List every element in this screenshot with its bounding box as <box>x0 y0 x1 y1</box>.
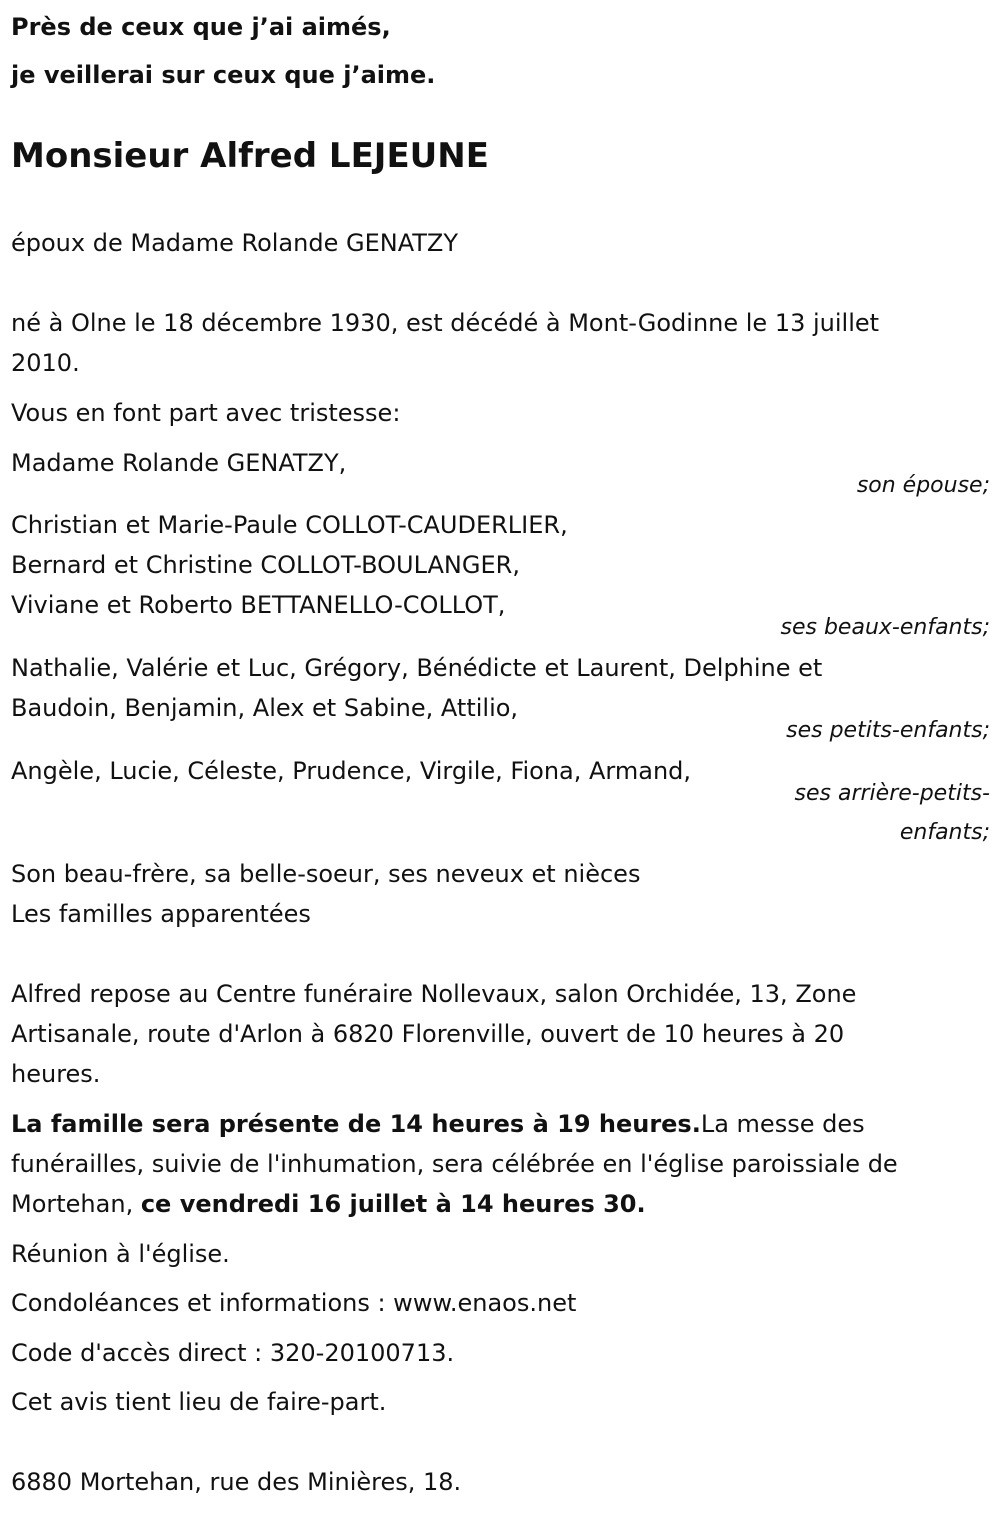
spouse-line: époux de Madame Rolande GENATZY <box>11 229 459 257</box>
greatgrandchildren-role-line-2: enfants; <box>899 820 990 845</box>
birth-death-line-1: né à Olne le 18 décembre 1930, est décédé à Mont-Godinne le 13 juillet <box>11 309 880 337</box>
rest-line-1: Alfred repose au Centre funéraire Nollevaux, salon Orchidée, 13, Zone <box>11 980 857 1008</box>
stepchild-line-1: Christian et Marie-Paule COLLOT-CAUDERLIER, <box>11 511 568 539</box>
meeting-line: Réunion à l'église. <box>11 1240 230 1268</box>
mass-location: Mortehan, <box>11 1190 141 1218</box>
rest-line-2: Artisanale, route d'Arlon à 6820 Florenville, ouvert de 10 heures à 20 <box>11 1020 845 1048</box>
rest-line-3: heures. <box>11 1060 101 1088</box>
birth-death-line-2: 2010. <box>11 349 80 377</box>
address-line: 6880 Mortehan, rue des Minières, 18. <box>11 1468 462 1496</box>
relatives-line-2: Les familles apparentées <box>11 900 311 928</box>
greatgrandchildren-role-line-1: ses arrière-petits- <box>794 781 990 806</box>
access-code-line: Code d'accès direct : 320-20100713. <box>11 1339 455 1367</box>
mass-text: La messe des <box>700 1110 865 1138</box>
greatgrandchildren-line-1: Angèle, Lucie, Céleste, Prudence, Virgile, Fiona, Armand, <box>11 757 692 785</box>
family-presence-bold: La famille sera présente de 14 heures à 19 heures. <box>11 1110 701 1138</box>
grandchildren-role: ses petits-enfants; <box>786 718 990 743</box>
stepchild-line-3: Viviane et Roberto BETTANELLO-COLLOT, <box>11 591 506 619</box>
condolences-line: Condoléances et informations : www.enaos.net <box>11 1289 577 1317</box>
stepchild-line-2: Bernard et Christine COLLOT-BOULANGER, <box>11 551 520 579</box>
announce-line: Vous en font part avec tristesse: <box>11 399 401 427</box>
grandchildren-line-2: Baudoin, Benjamin, Alex et Sabine, Attilio, <box>11 694 519 722</box>
family-line-2: funérailles, suivie de l'inhumation, sera célébrée en l'église paroissiale de <box>11 1150 898 1178</box>
wife-name: Madame Rolande GENATZY, <box>11 449 347 477</box>
epigraph-line-2: je veillerai sur ceux que j’aime. <box>11 61 436 89</box>
family-line-1 <box>11 1109 865 1139</box>
wife-role: son épouse; <box>856 473 990 498</box>
stepchildren-role: ses beaux-enfants; <box>780 615 990 640</box>
grandchildren-line-1: Nathalie, Valérie et Luc, Grégory, Bénédicte et Laurent, Delphine et <box>11 654 823 682</box>
epigraph-line-1: Près de ceux que j’ai aimés, <box>11 13 391 41</box>
page-title: Monsieur Alfred LEJEUNE <box>11 136 489 176</box>
family-line-3 <box>11 1189 646 1219</box>
notice-line: Cet avis tient lieu de faire-part. <box>11 1388 387 1416</box>
relatives-line-1: Son beau-frère, sa belle-soeur, ses neveux et nièces <box>11 860 641 888</box>
mass-date-bold: ce vendredi 16 juillet à 14 heures 30. <box>140 1190 646 1218</box>
